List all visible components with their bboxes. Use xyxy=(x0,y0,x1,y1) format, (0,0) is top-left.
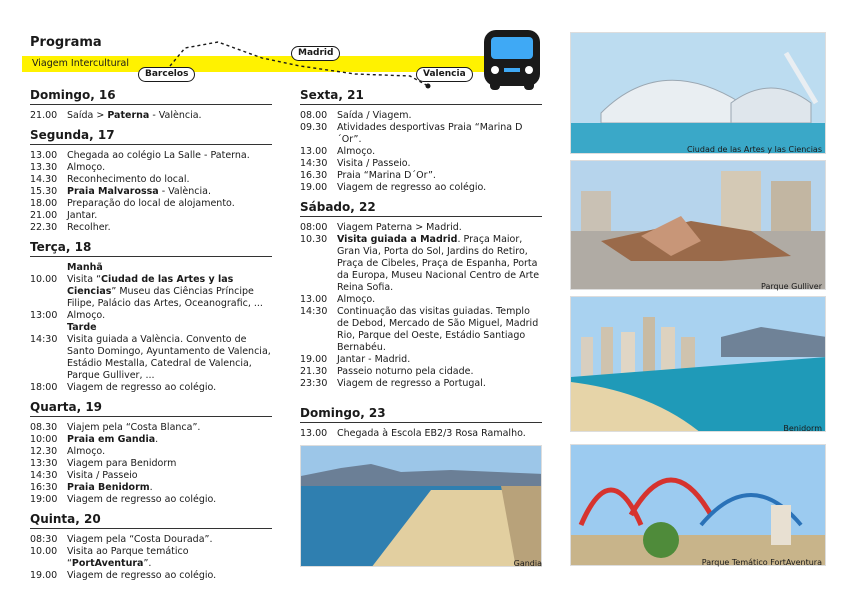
event-time: 14:30 xyxy=(300,306,328,317)
event-description xyxy=(337,294,542,306)
schedule-event xyxy=(30,546,272,570)
schedule-event xyxy=(30,494,272,506)
event-text: Viagem de regresso ao colégio. xyxy=(67,382,217,393)
event-text: - València. xyxy=(158,186,211,197)
event-time: 22.30 xyxy=(30,222,58,233)
day-heading: Segunda, 17 xyxy=(30,128,272,145)
event-description xyxy=(337,234,542,294)
event-description xyxy=(337,146,542,158)
day-block xyxy=(30,128,272,234)
schedule-event xyxy=(300,234,542,294)
schedule-event xyxy=(30,382,272,394)
photo-portaventura xyxy=(570,444,826,566)
event-time: 13.00 xyxy=(300,146,328,157)
event-time: 15.30 xyxy=(30,186,58,197)
event-description xyxy=(337,182,542,194)
schedule-event xyxy=(30,222,272,234)
event-text: Almoço. xyxy=(337,146,376,157)
event-text: Visita / Passeio. xyxy=(337,158,411,169)
event-description xyxy=(67,222,272,234)
event-text: Recolher. xyxy=(67,222,111,233)
event-description xyxy=(337,170,542,182)
schedule-event xyxy=(30,334,272,382)
event-text: Viagem de regresso a Portugal. xyxy=(337,378,486,389)
event-description xyxy=(67,150,272,162)
event-description xyxy=(67,434,272,446)
event-text: Almoço. xyxy=(337,294,376,305)
event-description xyxy=(337,222,542,234)
schedule-event xyxy=(30,470,272,482)
schedule-event xyxy=(30,174,272,186)
city-madrid: Madrid xyxy=(291,46,340,61)
band-label: Viagem Intercultural xyxy=(32,58,129,69)
schedule-event xyxy=(30,570,272,582)
event-text: Viagem para Benidorm xyxy=(67,458,177,469)
event-time: 08:00 xyxy=(300,222,328,233)
event-time: 19:00 xyxy=(30,494,58,505)
event-time: 23:30 xyxy=(300,378,328,389)
schedule-event xyxy=(300,158,542,170)
event-time: 13.30 xyxy=(30,162,58,173)
schedule-event xyxy=(300,378,542,390)
event-time: 16:30 xyxy=(30,482,58,493)
event-time: 18:00 xyxy=(30,382,58,393)
photo-parque-gulliver xyxy=(570,160,826,290)
event-text: . xyxy=(149,482,153,493)
event-text: Visita / Passeio xyxy=(67,470,138,481)
day-block xyxy=(300,406,542,440)
event-description xyxy=(67,470,272,482)
event-description xyxy=(67,570,272,582)
period-label: Tarde xyxy=(67,322,97,333)
event-text: Preparação do local de alojamento. xyxy=(67,198,235,209)
event-text: ”. xyxy=(143,558,152,569)
event-text: Viajem pela “Costa Blanca”. xyxy=(67,422,201,433)
event-description xyxy=(337,110,542,122)
event-time: 19.00 xyxy=(300,182,328,193)
event-highlight: Visita guiada a Madrid xyxy=(337,234,458,245)
schedule-event xyxy=(30,458,272,470)
schedule-event xyxy=(300,122,542,146)
event-description xyxy=(67,310,272,322)
event-text: Chegada à Escola EB2/3 Rosa Ramalho. xyxy=(337,428,526,439)
event-time: 21.00 xyxy=(30,210,58,221)
event-time: 18.00 xyxy=(30,198,58,209)
caption-gandia: Gandia xyxy=(513,559,542,568)
day-heading: Quarta, 19 xyxy=(30,400,272,417)
event-time: 14.30 xyxy=(30,174,58,185)
day-heading: Domingo, 23 xyxy=(300,406,542,423)
event-text: Chegada ao colégio La Salle - Paterna. xyxy=(67,150,250,161)
schedule-event xyxy=(30,162,272,174)
schedule-event xyxy=(30,534,272,546)
event-text: Viagem de regresso ao colégio. xyxy=(337,182,487,193)
schedule-event xyxy=(300,146,542,158)
event-description xyxy=(337,378,542,390)
event-description xyxy=(67,174,272,186)
photo-benidorm xyxy=(570,296,826,432)
event-description xyxy=(67,534,272,546)
city-barcelos: Barcelos xyxy=(138,67,195,82)
event-text: Almoço. xyxy=(67,310,106,321)
event-description xyxy=(337,366,542,378)
schedule-event xyxy=(300,222,542,234)
caption-portaventura: Parque Temático FortAventura xyxy=(701,558,822,567)
event-description xyxy=(67,382,272,394)
event-description xyxy=(337,428,542,440)
event-time: 08:30 xyxy=(30,534,58,545)
event-time: 12.30 xyxy=(30,446,58,457)
schedule-event xyxy=(300,428,542,440)
schedule-event xyxy=(30,422,272,434)
event-text: Jantar - Madrid. xyxy=(337,354,411,365)
bus-icon xyxy=(484,30,540,86)
day-block xyxy=(300,88,542,194)
event-description xyxy=(67,482,272,494)
event-time: 21.00 xyxy=(30,110,58,121)
event-text: Visita guiada a València. Convento de Santo Domingo, Ayuntamento de Valencia, Estádio Mestalla, Catedral de Valencia, Parque Gulliver, ... xyxy=(67,334,271,381)
event-time: 14:30 xyxy=(30,334,58,345)
event-highlight: Praia Benidorm xyxy=(67,482,150,493)
schedule-event xyxy=(30,186,272,198)
event-time: 21.30 xyxy=(300,366,328,377)
day-heading: Quinta, 20 xyxy=(30,512,272,529)
schedule-event xyxy=(30,198,272,210)
event-time: 10.30 xyxy=(300,234,328,245)
event-text: Passeio noturno pela cidade. xyxy=(337,366,474,377)
day-block xyxy=(30,512,272,582)
photo-ciudad-artes xyxy=(570,32,826,154)
day-block xyxy=(30,240,272,394)
event-text: - València. xyxy=(149,110,202,121)
event-text: Viagem pela “Costa Dourada”. xyxy=(67,534,213,545)
schedule-column-left xyxy=(30,88,272,588)
event-time: 13.00 xyxy=(300,428,328,439)
event-text: . Praça Maior, Gran Via, Porta do Sol, Jardins do Retiro, Praça de Cibeles, Praça de Espanha, Porta da Europa, Museu Nacional Centro de Arte Reina Sofia. xyxy=(337,234,540,293)
event-text: Viagem Paterna > Madrid. xyxy=(337,222,462,233)
event-text: Continuação das visitas guiadas. Templo de Debod, Mercado de São Miguel, Madrid Rio, Parque del Oeste, Estádio Santiago Bernabéu. xyxy=(337,306,539,353)
schedule-event xyxy=(300,354,542,366)
schedule-event xyxy=(300,182,542,194)
schedule-column-middle xyxy=(300,88,542,446)
schedule-event xyxy=(300,110,542,122)
day-block xyxy=(30,400,272,506)
event-time: 08.30 xyxy=(30,422,58,433)
event-text: Almoço. xyxy=(67,446,106,457)
day-heading: Domingo, 16 xyxy=(30,88,272,105)
event-time: 13:30 xyxy=(30,458,58,469)
event-text: Jantar. xyxy=(67,210,98,221)
schedule-event xyxy=(30,210,272,222)
schedule-event xyxy=(300,294,542,306)
period-label: Manhã xyxy=(67,262,103,273)
event-text: Almoço. xyxy=(67,162,106,173)
event-time: 10.00 xyxy=(30,274,58,285)
schedule-event xyxy=(30,110,272,122)
event-description xyxy=(67,446,272,458)
day-heading: Sexta, 21 xyxy=(300,88,542,105)
event-text: Viagem de regresso ao colégio. xyxy=(67,570,217,581)
event-description xyxy=(67,198,272,210)
schedule-event xyxy=(30,274,272,310)
event-highlight: Praia em Gandia xyxy=(67,434,156,445)
schedule-event xyxy=(30,482,272,494)
event-time: 19.00 xyxy=(300,354,328,365)
schedule-event xyxy=(300,306,542,354)
event-time: 14:30 xyxy=(30,470,58,481)
event-description xyxy=(67,110,272,122)
event-time: 08.00 xyxy=(300,110,328,121)
event-text: Visita “ xyxy=(67,274,102,285)
event-text: Atividades desportivas Praia “Marina D´Or”. xyxy=(337,122,523,145)
event-description xyxy=(67,494,272,506)
day-block xyxy=(30,88,272,122)
event-time: 13.00 xyxy=(300,294,328,305)
event-text: Visita ao Parque temático “ xyxy=(67,546,189,569)
event-description xyxy=(67,546,272,570)
event-time: 14:30 xyxy=(300,158,328,169)
event-text: . xyxy=(155,434,159,445)
schedule-event xyxy=(300,170,542,182)
event-description xyxy=(67,274,272,310)
event-text: Saída > xyxy=(67,110,108,121)
event-time: 09.30 xyxy=(300,122,328,133)
day-heading: Terça, 18 xyxy=(30,240,272,257)
event-description xyxy=(67,162,272,174)
day-heading: Sábado, 22 xyxy=(300,200,542,217)
page-title: Programa xyxy=(30,35,102,50)
event-text: Saída / Viagem. xyxy=(337,110,412,121)
event-time: 10.00 xyxy=(30,546,58,557)
event-highlight: Paterna xyxy=(107,110,150,121)
event-time: 19.00 xyxy=(30,570,58,581)
schedule-event xyxy=(30,310,272,322)
schedule-event xyxy=(30,434,272,446)
schedule-event xyxy=(300,366,542,378)
city-valencia: Valencia xyxy=(416,67,473,82)
event-time: 13.00 xyxy=(30,150,58,161)
event-description xyxy=(67,186,272,198)
event-highlight: PortAventura xyxy=(71,558,144,569)
caption-benidorm: Benidorm xyxy=(783,424,822,433)
event-description xyxy=(337,354,542,366)
caption-parque-gulliver: Parque Gulliver xyxy=(760,282,822,291)
event-description xyxy=(337,122,542,146)
event-time: 13:00 xyxy=(30,310,58,321)
event-time: 10:00 xyxy=(30,434,58,445)
event-description xyxy=(337,306,542,354)
schedule-event xyxy=(30,446,272,458)
event-text: Reconhecimento do local. xyxy=(67,174,190,185)
event-description xyxy=(67,210,272,222)
photo-gandia xyxy=(300,445,542,567)
event-description xyxy=(67,458,272,470)
event-highlight: Praia Malvarossa xyxy=(67,186,159,197)
event-time: 16.30 xyxy=(300,170,328,181)
event-description xyxy=(67,334,272,382)
event-text: Viagem de regresso ao colégio. xyxy=(67,494,217,505)
event-description xyxy=(337,158,542,170)
event-description xyxy=(67,422,272,434)
event-highlight: Ciudad de las Artes y las Ciencias xyxy=(67,274,234,297)
schedule-event xyxy=(30,150,272,162)
caption-ciudad-artes: Ciudad de las Artes y las Ciencias xyxy=(687,145,822,154)
event-text: Praia “Marina D´Or”. xyxy=(337,170,436,181)
event-text: ” Museu das Ciências Príncipe Filipe, Palácio das Artes, Oceanografic, ... xyxy=(67,286,263,309)
day-block xyxy=(300,200,542,390)
